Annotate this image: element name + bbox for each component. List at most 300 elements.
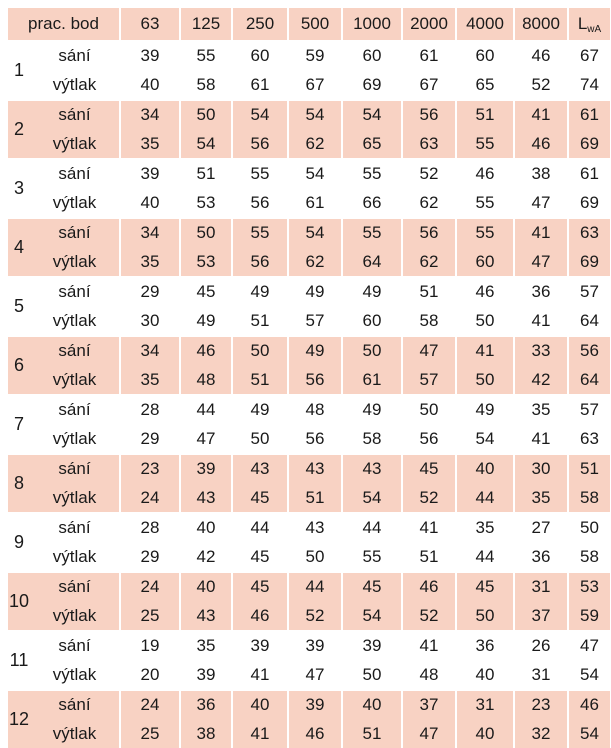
level-value: 50 [232,336,288,366]
level-value: 41 [402,631,456,661]
lwa-value: 67 [568,41,610,71]
level-value: 41 [232,720,288,748]
level-value: 50 [402,395,456,425]
header-freq: 2000 [402,8,456,41]
level-value: 36 [514,543,568,573]
level-value: 49 [180,307,232,337]
point-number: 2 [8,100,30,159]
point-number: 6 [8,336,30,395]
level-value: 49 [342,395,402,425]
level-value: 23 [120,454,180,484]
lwa-value: 57 [568,395,610,425]
level-value: 41 [514,218,568,248]
level-value: 31 [456,690,514,720]
level-value: 43 [288,454,342,484]
level-value: 52 [288,602,342,632]
level-value: 51 [402,277,456,307]
level-value: 35 [456,513,514,543]
measurement-point-group [8,336,610,395]
lwa-value: 59 [568,602,610,632]
level-value: 28 [120,395,180,425]
level-value: 50 [456,307,514,337]
level-value: 56 [232,130,288,160]
table-row [8,513,610,543]
level-value: 55 [456,130,514,160]
level-value: 49 [456,395,514,425]
level-value: 56 [288,425,342,455]
level-value: 39 [232,631,288,661]
level-value: 37 [402,690,456,720]
header-freq: 8000 [514,8,568,41]
table-row [8,454,610,484]
level-value: 47 [180,425,232,455]
level-value: 54 [288,100,342,130]
measurement-point-group [8,690,610,748]
level-value: 29 [120,277,180,307]
lwa-value: 69 [568,130,610,160]
level-value: 55 [232,159,288,189]
measurement-point-group [8,454,610,513]
table-row [8,130,610,160]
measurement-point-group [8,395,610,454]
level-value: 58 [180,71,232,101]
level-value: 61 [342,366,402,396]
level-value: 28 [120,513,180,543]
level-value: 54 [342,602,402,632]
level-value: 44 [232,513,288,543]
level-value: 44 [288,572,342,602]
level-value: 63 [402,130,456,160]
mode-label: výtlak [30,307,120,337]
level-value: 45 [232,484,288,514]
level-value: 56 [232,248,288,278]
mode-label: výtlak [30,720,120,748]
level-value: 53 [180,248,232,278]
level-value: 23 [514,690,568,720]
point-number: 1 [8,41,30,100]
table-row [8,41,610,71]
level-value: 49 [288,336,342,366]
lwa-value: 69 [568,189,610,219]
point-number: 7 [8,395,30,454]
mode-label: sání [30,631,120,661]
lwa-sub: wA [587,24,601,35]
level-value: 47 [514,189,568,219]
level-value: 46 [288,720,342,748]
level-value: 66 [342,189,402,219]
level-value: 57 [288,307,342,337]
level-value: 45 [342,572,402,602]
lwa-value: 54 [568,720,610,748]
level-value: 29 [120,425,180,455]
level-value: 48 [180,366,232,396]
level-value: 50 [180,218,232,248]
level-value: 62 [402,189,456,219]
level-value: 35 [120,130,180,160]
header-freq: 500 [288,8,342,41]
table-row [8,395,610,425]
level-value: 25 [120,602,180,632]
level-value: 64 [342,248,402,278]
level-value: 51 [342,720,402,748]
level-value: 50 [456,602,514,632]
noise-table [8,8,610,748]
lwa-value: 63 [568,425,610,455]
level-value: 52 [402,602,456,632]
level-value: 35 [180,631,232,661]
mode-label: sání [30,513,120,543]
level-value: 38 [514,159,568,189]
level-value: 45 [180,277,232,307]
mode-label: sání [30,218,120,248]
level-value: 41 [232,661,288,691]
level-value: 35 [514,484,568,514]
level-value: 56 [402,218,456,248]
table-row [8,690,610,720]
level-value: 46 [232,602,288,632]
level-value: 34 [120,100,180,130]
level-value: 31 [514,572,568,602]
level-value: 36 [456,631,514,661]
mode-label: sání [30,336,120,366]
header-freq: 1000 [342,8,402,41]
mode-label: výtlak [30,543,120,573]
mode-label: sání [30,41,120,71]
point-number: 8 [8,454,30,513]
lwa-value: 69 [568,248,610,278]
level-value: 44 [342,513,402,543]
point-number: 10 [8,572,30,631]
level-value: 41 [514,100,568,130]
level-value: 34 [120,336,180,366]
level-value: 40 [180,513,232,543]
table-row [8,248,610,278]
level-value: 41 [456,336,514,366]
header-freq: 63 [120,8,180,41]
level-value: 24 [120,572,180,602]
lwa-value: 50 [568,513,610,543]
point-number: 11 [8,631,30,690]
header-freq: 125 [180,8,232,41]
level-value: 51 [232,366,288,396]
level-value: 51 [288,484,342,514]
mode-label: výtlak [30,248,120,278]
level-value: 39 [120,41,180,71]
table-row [8,543,610,573]
level-value: 54 [288,159,342,189]
level-value: 67 [288,71,342,101]
level-value: 35 [120,366,180,396]
level-value: 50 [232,425,288,455]
level-value: 58 [342,425,402,455]
level-value: 46 [514,41,568,71]
table-row [8,307,610,337]
level-value: 52 [514,71,568,101]
level-value: 47 [402,720,456,748]
level-value: 26 [514,631,568,661]
mode-label: výtlak [30,130,120,160]
measurement-point-group [8,41,610,100]
lwa-value: 61 [568,100,610,130]
level-value: 67 [402,71,456,101]
level-value: 53 [180,189,232,219]
level-value: 61 [232,71,288,101]
level-value: 60 [456,41,514,71]
mode-label: výtlak [30,71,120,101]
mode-label: sání [30,572,120,602]
header-label: prac. bod [8,8,120,41]
lwa-value: 53 [568,572,610,602]
table-row [8,277,610,307]
level-value: 39 [342,631,402,661]
lwa-value: 64 [568,366,610,396]
level-value: 51 [180,159,232,189]
lwa-value: 57 [568,277,610,307]
level-value: 57 [402,366,456,396]
level-value: 40 [232,690,288,720]
level-value: 60 [232,41,288,71]
level-value: 59 [288,41,342,71]
level-value: 46 [402,572,456,602]
level-value: 36 [514,277,568,307]
level-value: 38 [180,720,232,748]
level-value: 46 [456,277,514,307]
level-value: 51 [232,307,288,337]
level-value: 32 [514,720,568,748]
level-value: 51 [402,543,456,573]
level-value: 50 [180,100,232,130]
level-value: 39 [288,690,342,720]
table-row [8,631,610,661]
level-value: 33 [514,336,568,366]
level-value: 39 [120,159,180,189]
measurement-point-group [8,277,610,336]
table-row [8,602,610,632]
lwa-value: 64 [568,307,610,337]
level-value: 41 [402,513,456,543]
level-value: 51 [456,100,514,130]
level-value: 45 [456,572,514,602]
measurement-point-group [8,513,610,572]
level-value: 56 [232,189,288,219]
level-value: 30 [514,454,568,484]
lwa-value: 56 [568,336,610,366]
level-value: 44 [456,484,514,514]
point-number: 4 [8,218,30,277]
level-value: 55 [456,218,514,248]
level-value: 46 [514,130,568,160]
lwa-value: 63 [568,218,610,248]
level-value: 41 [514,425,568,455]
level-value: 54 [456,425,514,455]
level-value: 43 [232,454,288,484]
level-value: 39 [180,661,232,691]
lwa-main: L [578,14,587,33]
level-value: 27 [514,513,568,543]
table-row [8,100,610,130]
lwa-value: 51 [568,454,610,484]
level-value: 37 [514,602,568,632]
level-value: 31 [514,661,568,691]
level-value: 65 [342,130,402,160]
level-value: 35 [514,395,568,425]
mode-label: sání [30,454,120,484]
level-value: 56 [402,425,456,455]
level-value: 35 [120,248,180,278]
level-value: 24 [120,690,180,720]
level-value: 43 [342,454,402,484]
level-value: 49 [342,277,402,307]
level-value: 40 [456,454,514,484]
mode-label: výtlak [30,661,120,691]
table-row [8,661,610,691]
level-value: 55 [456,189,514,219]
level-value: 54 [180,130,232,160]
level-value: 49 [232,395,288,425]
level-value: 48 [288,395,342,425]
header-freq: 250 [232,8,288,41]
lwa-value: 47 [568,631,610,661]
lwa-value: 58 [568,484,610,514]
point-number: 5 [8,277,30,336]
mode-label: výtlak [30,602,120,632]
level-value: 50 [456,366,514,396]
level-value: 61 [288,189,342,219]
level-value: 40 [456,661,514,691]
level-value: 54 [232,100,288,130]
level-value: 43 [288,513,342,543]
measurement-point-group [8,159,610,218]
header-freq: 4000 [456,8,514,41]
table-row [8,720,610,748]
mode-label: výtlak [30,189,120,219]
level-value: 25 [120,720,180,748]
table-row [8,425,610,455]
measurement-point-group [8,218,610,277]
level-value: 19 [120,631,180,661]
table-row [8,159,610,189]
mode-label: výtlak [30,484,120,514]
level-value: 52 [402,484,456,514]
level-value: 60 [456,248,514,278]
level-value: 34 [120,218,180,248]
level-value: 62 [402,248,456,278]
table-row [8,572,610,602]
level-value: 60 [342,41,402,71]
table-row [8,336,610,366]
level-value: 62 [288,248,342,278]
level-value: 56 [402,100,456,130]
level-value: 40 [180,572,232,602]
mode-label: výtlak [30,425,120,455]
level-value: 24 [120,484,180,514]
lwa-value: 74 [568,71,610,101]
level-value: 58 [402,307,456,337]
level-value: 40 [342,690,402,720]
level-value: 46 [180,336,232,366]
point-number: 12 [8,690,30,748]
table-row [8,366,610,396]
level-value: 30 [120,307,180,337]
level-value: 42 [180,543,232,573]
level-value: 44 [180,395,232,425]
lwa-value: 54 [568,661,610,691]
level-value: 45 [232,543,288,573]
level-value: 41 [514,307,568,337]
header-row [8,8,610,41]
level-value: 56 [288,366,342,396]
level-value: 61 [402,41,456,71]
level-value: 65 [456,71,514,101]
level-value: 46 [456,159,514,189]
table-row [8,189,610,219]
measurement-point-group [8,100,610,159]
level-value: 47 [514,248,568,278]
level-value: 43 [180,484,232,514]
level-value: 54 [342,100,402,130]
point-number: 3 [8,159,30,218]
level-value: 60 [342,307,402,337]
mode-label: sání [30,100,120,130]
level-value: 47 [288,661,342,691]
measurement-point-group [8,631,610,690]
mode-label: sání [30,690,120,720]
measurement-point-group [8,572,610,631]
level-value: 45 [402,454,456,484]
level-value: 62 [288,130,342,160]
level-value: 49 [288,277,342,307]
header-lwa [568,8,610,41]
level-value: 48 [402,661,456,691]
level-value: 45 [232,572,288,602]
level-value: 55 [180,41,232,71]
lwa-value: 46 [568,690,610,720]
table-row [8,484,610,514]
level-value: 50 [342,661,402,691]
level-value: 49 [232,277,288,307]
mode-label: výtlak [30,366,120,396]
level-value: 36 [180,690,232,720]
level-value: 69 [342,71,402,101]
level-value: 55 [342,218,402,248]
level-value: 20 [120,661,180,691]
table-row [8,218,610,248]
level-value: 54 [288,218,342,248]
lwa-value: 61 [568,159,610,189]
level-value: 54 [342,484,402,514]
table-row [8,71,610,101]
level-value: 47 [402,336,456,366]
level-value: 40 [456,720,514,748]
level-value: 42 [514,366,568,396]
level-value: 55 [342,159,402,189]
level-value: 50 [342,336,402,366]
level-value: 50 [288,543,342,573]
level-value: 39 [288,631,342,661]
level-value: 52 [402,159,456,189]
level-value: 44 [456,543,514,573]
level-value: 40 [120,189,180,219]
level-value: 29 [120,543,180,573]
level-value: 43 [180,602,232,632]
point-number: 9 [8,513,30,572]
level-value: 55 [232,218,288,248]
level-value: 39 [180,454,232,484]
mode-label: sání [30,159,120,189]
lwa-value: 58 [568,543,610,573]
level-value: 40 [120,71,180,101]
mode-label: sání [30,395,120,425]
